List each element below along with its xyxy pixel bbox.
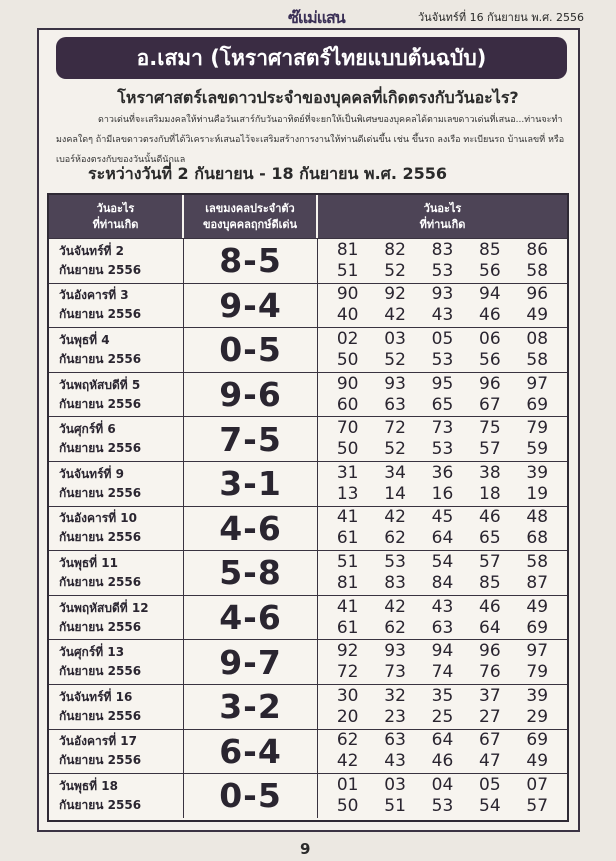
magazine-logo: ซ๊แม่แสน [288,8,345,27]
table-row [49,729,567,774]
number-value: 53 [431,260,454,281]
number-value: 39 [526,462,549,483]
number-value: 83 [384,572,406,593]
header-numbers-line2: ที่ท่านเกิด [419,217,466,231]
table-row [49,461,567,506]
table-row [49,506,567,551]
number-value: 51 [336,551,359,572]
birth-day-cell [49,284,184,328]
number-value: 43 [384,751,406,772]
numbers-line-top [318,686,567,707]
numbers-cell [318,551,567,595]
number-value: 25 [431,706,454,727]
number-value: 46 [479,596,501,617]
number-value: 53 [431,795,454,816]
number-value: 39 [526,685,549,706]
number-value: 52 [384,349,406,370]
lucky-number-cell: 3-2 [184,685,318,729]
number-value: 74 [431,662,454,683]
number-value: 64 [431,528,454,549]
number-value: 32 [384,685,406,706]
number-value: 96 [479,641,501,662]
header-birth-day-line2: ที่ท่านเกิด [92,217,139,231]
number-value: 73 [431,418,454,439]
number-value: 37 [479,685,501,706]
lucky-number-cell: 3-1 [184,462,318,506]
number-value: 23 [384,706,406,727]
numbers-line-top [318,284,567,305]
number-value: 87 [526,572,549,593]
number-value: 42 [384,305,406,326]
number-value: 29 [526,706,549,727]
number-value: 85 [479,572,501,593]
numbers-line-bottom [318,484,567,505]
number-value: 06 [479,328,501,349]
number-value: 49 [526,305,549,326]
number-value: 95 [431,373,454,394]
birth-month-label: กันยายน 2556 [59,441,142,456]
number-value: 79 [526,662,549,683]
numbers-line-top [318,597,567,618]
number-value: 49 [526,751,549,772]
numbers-cell [318,596,567,640]
intro-paragraph: ดาวเด่นที่จะเสริมมงคลให้ท่านคือวันเสาร์กับวันอาทิตย์ที่จะยกให้เป็นพิเศษของบุคคลได้ตามเลขดาวเด่นที่เสนอ...ท่านจะทำมงคลใดๆ ถ้ามีเลขดาวตรงกับที่ได้วิเคราะห์เสนอไว้จะเสริมสร้างการงานให้ท่านดีเด่นขึ้น เช่น ขึ้นรถ ลงเรือ ทะเบียนรถ บ้านเลขที่ หรือ เบอร์ห้องตรงกับของวันนั้นดีนักแล [56,115,565,165]
number-value: 05 [479,774,501,795]
header-numbers [318,195,567,238]
numbers-line-bottom [318,751,567,772]
birth-day-label: วันพฤหัสบดีที่ 5 [59,377,141,392]
birth-month-label: กันยายน 2556 [59,797,142,812]
number-value: 81 [336,239,359,260]
numbers-line-bottom [318,350,567,371]
lucky-number-cell: 0-5 [184,774,318,818]
numbers-line-bottom [318,618,567,639]
number-value: 94 [431,641,454,662]
number-value: 56 [479,260,501,281]
number-value: 57 [526,795,549,816]
birth-day-cell [49,640,184,684]
birth-month-label: กันยายน 2556 [59,708,142,723]
table-row [49,238,567,283]
number-value: 18 [479,483,501,504]
number-value: 48 [526,507,549,528]
birth-day-label: วันศุกร์ที่ 13 [59,645,125,660]
header-lucky-line1: เลขมงคลประจำตัว [205,201,295,215]
number-value: 42 [336,751,359,772]
number-value: 97 [526,373,549,394]
lucky-number-cell: 4-6 [184,507,318,551]
number-value: 79 [526,418,549,439]
number-value: 70 [336,418,359,439]
number-value: 50 [336,439,359,460]
page-number: 9 [300,840,311,858]
lucky-number-cell: 9-7 [184,640,318,684]
numbers-line-top [318,775,567,796]
number-value: 64 [431,730,454,751]
number-value: 86 [526,239,549,260]
number-value: 16 [431,483,454,504]
number-value: 13 [336,483,359,504]
lucky-number-cell: 9-6 [184,373,318,417]
number-value: 94 [479,284,501,305]
number-value: 53 [431,439,454,460]
number-value: 49 [526,596,549,617]
number-value: 53 [431,349,454,370]
number-value: 47 [479,751,501,772]
numbers-cell [318,640,567,684]
header-birth-day [49,195,184,238]
numbers-line-top [318,329,567,350]
birth-day-cell [49,551,184,595]
number-value: 36 [431,462,454,483]
birth-month-label: กันยายน 2556 [59,351,142,366]
number-value: 42 [384,507,406,528]
lucky-number-cell: 8-5 [184,239,318,283]
numbers-line-bottom [318,528,567,549]
table-row [49,773,567,818]
number-value: 41 [336,507,359,528]
number-value: 38 [479,462,501,483]
number-value: 75 [479,418,501,439]
number-value: 85 [479,239,501,260]
issue-date: วันจันทร์ที่ 16 กันยายน พ.ศ. 2556 [418,11,585,24]
birth-month-label: กันยายน 2556 [59,530,142,545]
number-value: 40 [336,305,359,326]
number-value: 59 [526,439,549,460]
number-value: 03 [384,774,406,795]
birth-month-label: กันยายน 2556 [59,262,142,277]
number-value: 08 [526,328,549,349]
lucky-number-cell: 0-5 [184,328,318,372]
birth-day-cell [49,685,184,729]
header-lucky-line2: ของบุคคลฤกษ์ดีเด่น [202,217,298,231]
numbers-cell [318,507,567,551]
number-value: 54 [479,795,501,816]
number-value: 53 [384,551,406,572]
number-value: 67 [479,730,501,751]
number-value: 14 [384,483,406,504]
number-value: 51 [384,795,406,816]
number-value: 93 [384,373,406,394]
header-birth-day-line1: วันอะไร [96,201,135,215]
number-value: 92 [336,641,359,662]
birth-day-cell [49,774,184,818]
numbers-line-bottom [318,439,567,460]
numbers-line-bottom [318,573,567,594]
birth-day-label: วันจันทร์ที่ 9 [59,466,124,481]
number-value: 41 [336,596,359,617]
number-value: 69 [526,617,549,638]
birth-day-label: วันพฤหัสบดีที่ 12 [59,600,149,615]
numbers-cell [318,417,567,461]
table-row [49,639,567,684]
number-value: 46 [479,507,501,528]
birth-day-cell [49,730,184,774]
number-value: 72 [336,662,359,683]
number-value: 60 [336,394,359,415]
birth-day-cell [49,417,184,461]
numbers-cell [318,284,567,328]
number-value: 50 [336,349,359,370]
table-row [49,416,567,461]
numbers-line-top [318,507,567,528]
number-value: 46 [479,305,501,326]
numbers-line-top [318,641,567,662]
numbers-cell [318,239,567,283]
birth-day-label: วันพุธที่ 18 [59,778,118,793]
number-value: 50 [336,795,359,816]
number-value: 58 [526,349,549,370]
birth-day-label: วันอังคารที่ 3 [59,288,129,303]
number-value: 61 [336,528,359,549]
numbers-line-top [318,374,567,395]
number-value: 63 [384,394,406,415]
birth-day-label: วันพุธที่ 4 [59,332,110,347]
header-lucky-number [184,195,318,238]
birth-month-label: กันยายน 2556 [59,307,142,322]
number-value: 58 [526,551,549,572]
numbers-line-bottom [318,395,567,416]
number-value: 62 [384,617,406,638]
article-title: อ.เสมา (โหราศาสตร์ไทยแบบต้นฉบับ) [56,37,567,79]
birth-day-label: วันอังคารที่ 10 [59,511,138,526]
birth-month-label: กันยายน 2556 [59,619,142,634]
number-value: 72 [384,418,406,439]
header-numbers-line1: วันอะไร [423,201,462,215]
numbers-line-bottom [318,796,567,817]
number-value: 45 [431,507,454,528]
numbers-cell [318,328,567,372]
number-value: 01 [336,774,359,795]
birth-day-cell [49,507,184,551]
numbers-cell [318,373,567,417]
number-value: 73 [384,662,406,683]
table-row [49,595,567,640]
numbers-line-bottom [318,662,567,683]
table-row [49,327,567,372]
birth-day-label: วันอังคารที่ 17 [59,734,138,749]
number-value: 93 [384,641,406,662]
lucky-number-cell: 7-5 [184,417,318,461]
lucky-number-cell: 6-4 [184,730,318,774]
number-value: 97 [526,641,549,662]
number-value: 81 [336,572,359,593]
numbers-cell [318,774,567,818]
lucky-number-cell: 5-8 [184,551,318,595]
numbers-line-top [318,418,567,439]
number-value: 58 [526,260,549,281]
number-value: 63 [384,730,406,751]
number-value: 35 [431,685,454,706]
lucky-numbers-table [47,193,569,822]
number-value: 69 [526,730,549,751]
birth-day-cell [49,328,184,372]
birth-day-cell [49,373,184,417]
number-value: 03 [384,328,406,349]
lucky-number-cell: 9-4 [184,284,318,328]
number-value: 84 [431,572,454,593]
number-value: 69 [526,394,549,415]
numbers-line-top [318,463,567,484]
number-value: 83 [431,239,454,260]
number-value: 90 [336,284,359,305]
table-header [49,195,567,238]
number-value: 52 [384,260,406,281]
number-value: 51 [336,260,359,281]
number-value: 96 [526,284,549,305]
number-value: 04 [431,774,454,795]
number-value: 43 [431,596,454,617]
number-value: 65 [431,394,454,415]
number-value: 68 [526,528,549,549]
numbers-line-top [318,240,567,261]
numbers-cell [318,730,567,774]
birth-day-label: วันจันทร์ที่ 16 [59,689,133,704]
number-value: 63 [431,617,454,638]
birth-month-label: กันยายน 2556 [59,664,142,679]
table-row [49,550,567,595]
number-value: 27 [479,706,501,727]
table-row [49,283,567,328]
number-value: 62 [336,730,359,751]
number-value: 31 [336,462,359,483]
birth-month-label: กันยายน 2556 [59,396,142,411]
numbers-cell [318,685,567,729]
number-value: 82 [384,239,406,260]
numbers-line-bottom [318,305,567,326]
table-row [49,372,567,417]
numbers-cell [318,462,567,506]
number-value: 57 [479,551,501,572]
number-value: 43 [431,305,454,326]
number-value: 96 [479,373,501,394]
number-value: 07 [526,774,549,795]
number-value: 76 [479,662,501,683]
number-value: 65 [479,528,501,549]
birth-day-cell [49,239,184,283]
number-value: 93 [431,284,454,305]
number-value: 52 [384,439,406,460]
numbers-line-top [318,730,567,751]
number-value: 62 [384,528,406,549]
number-value: 61 [336,617,359,638]
number-value: 54 [431,551,454,572]
number-value: 02 [336,328,359,349]
number-value: 67 [479,394,501,415]
birth-month-label: กันยายน 2556 [59,485,142,500]
numbers-line-bottom [318,261,567,282]
number-value: 19 [526,483,549,504]
number-value: 30 [336,685,359,706]
lucky-number-cell: 4-6 [184,596,318,640]
date-range: ระหว่างวันที่ 2 กันยายน - 18 กันยายน พ.ศ. 2556 [88,164,447,183]
number-value: 20 [336,706,359,727]
number-value: 42 [384,596,406,617]
birth-day-cell [49,462,184,506]
number-value: 05 [431,328,454,349]
birth-month-label: กันยายน 2556 [59,574,142,589]
birth-day-label: วันจันทร์ที่ 2 [59,243,124,258]
number-value: 34 [384,462,406,483]
number-value: 90 [336,373,359,394]
birth-month-label: กันยายน 2556 [59,753,142,768]
birth-day-cell [49,596,184,640]
numbers-line-bottom [318,707,567,728]
number-value: 64 [479,617,501,638]
birth-day-label: วันศุกร์ที่ 6 [59,422,116,437]
numbers-line-top [318,552,567,573]
number-value: 46 [431,751,454,772]
number-value: 92 [384,284,406,305]
table-row [49,684,567,729]
number-value: 57 [479,439,501,460]
birth-day-label: วันพุธที่ 11 [59,555,118,570]
page-header [0,4,616,28]
article-subtitle: โหราศาสตร์เลขดาวประจำของบุคคลที่เกิดตรงกับวันอะไร? [117,88,519,107]
number-value: 56 [479,349,501,370]
